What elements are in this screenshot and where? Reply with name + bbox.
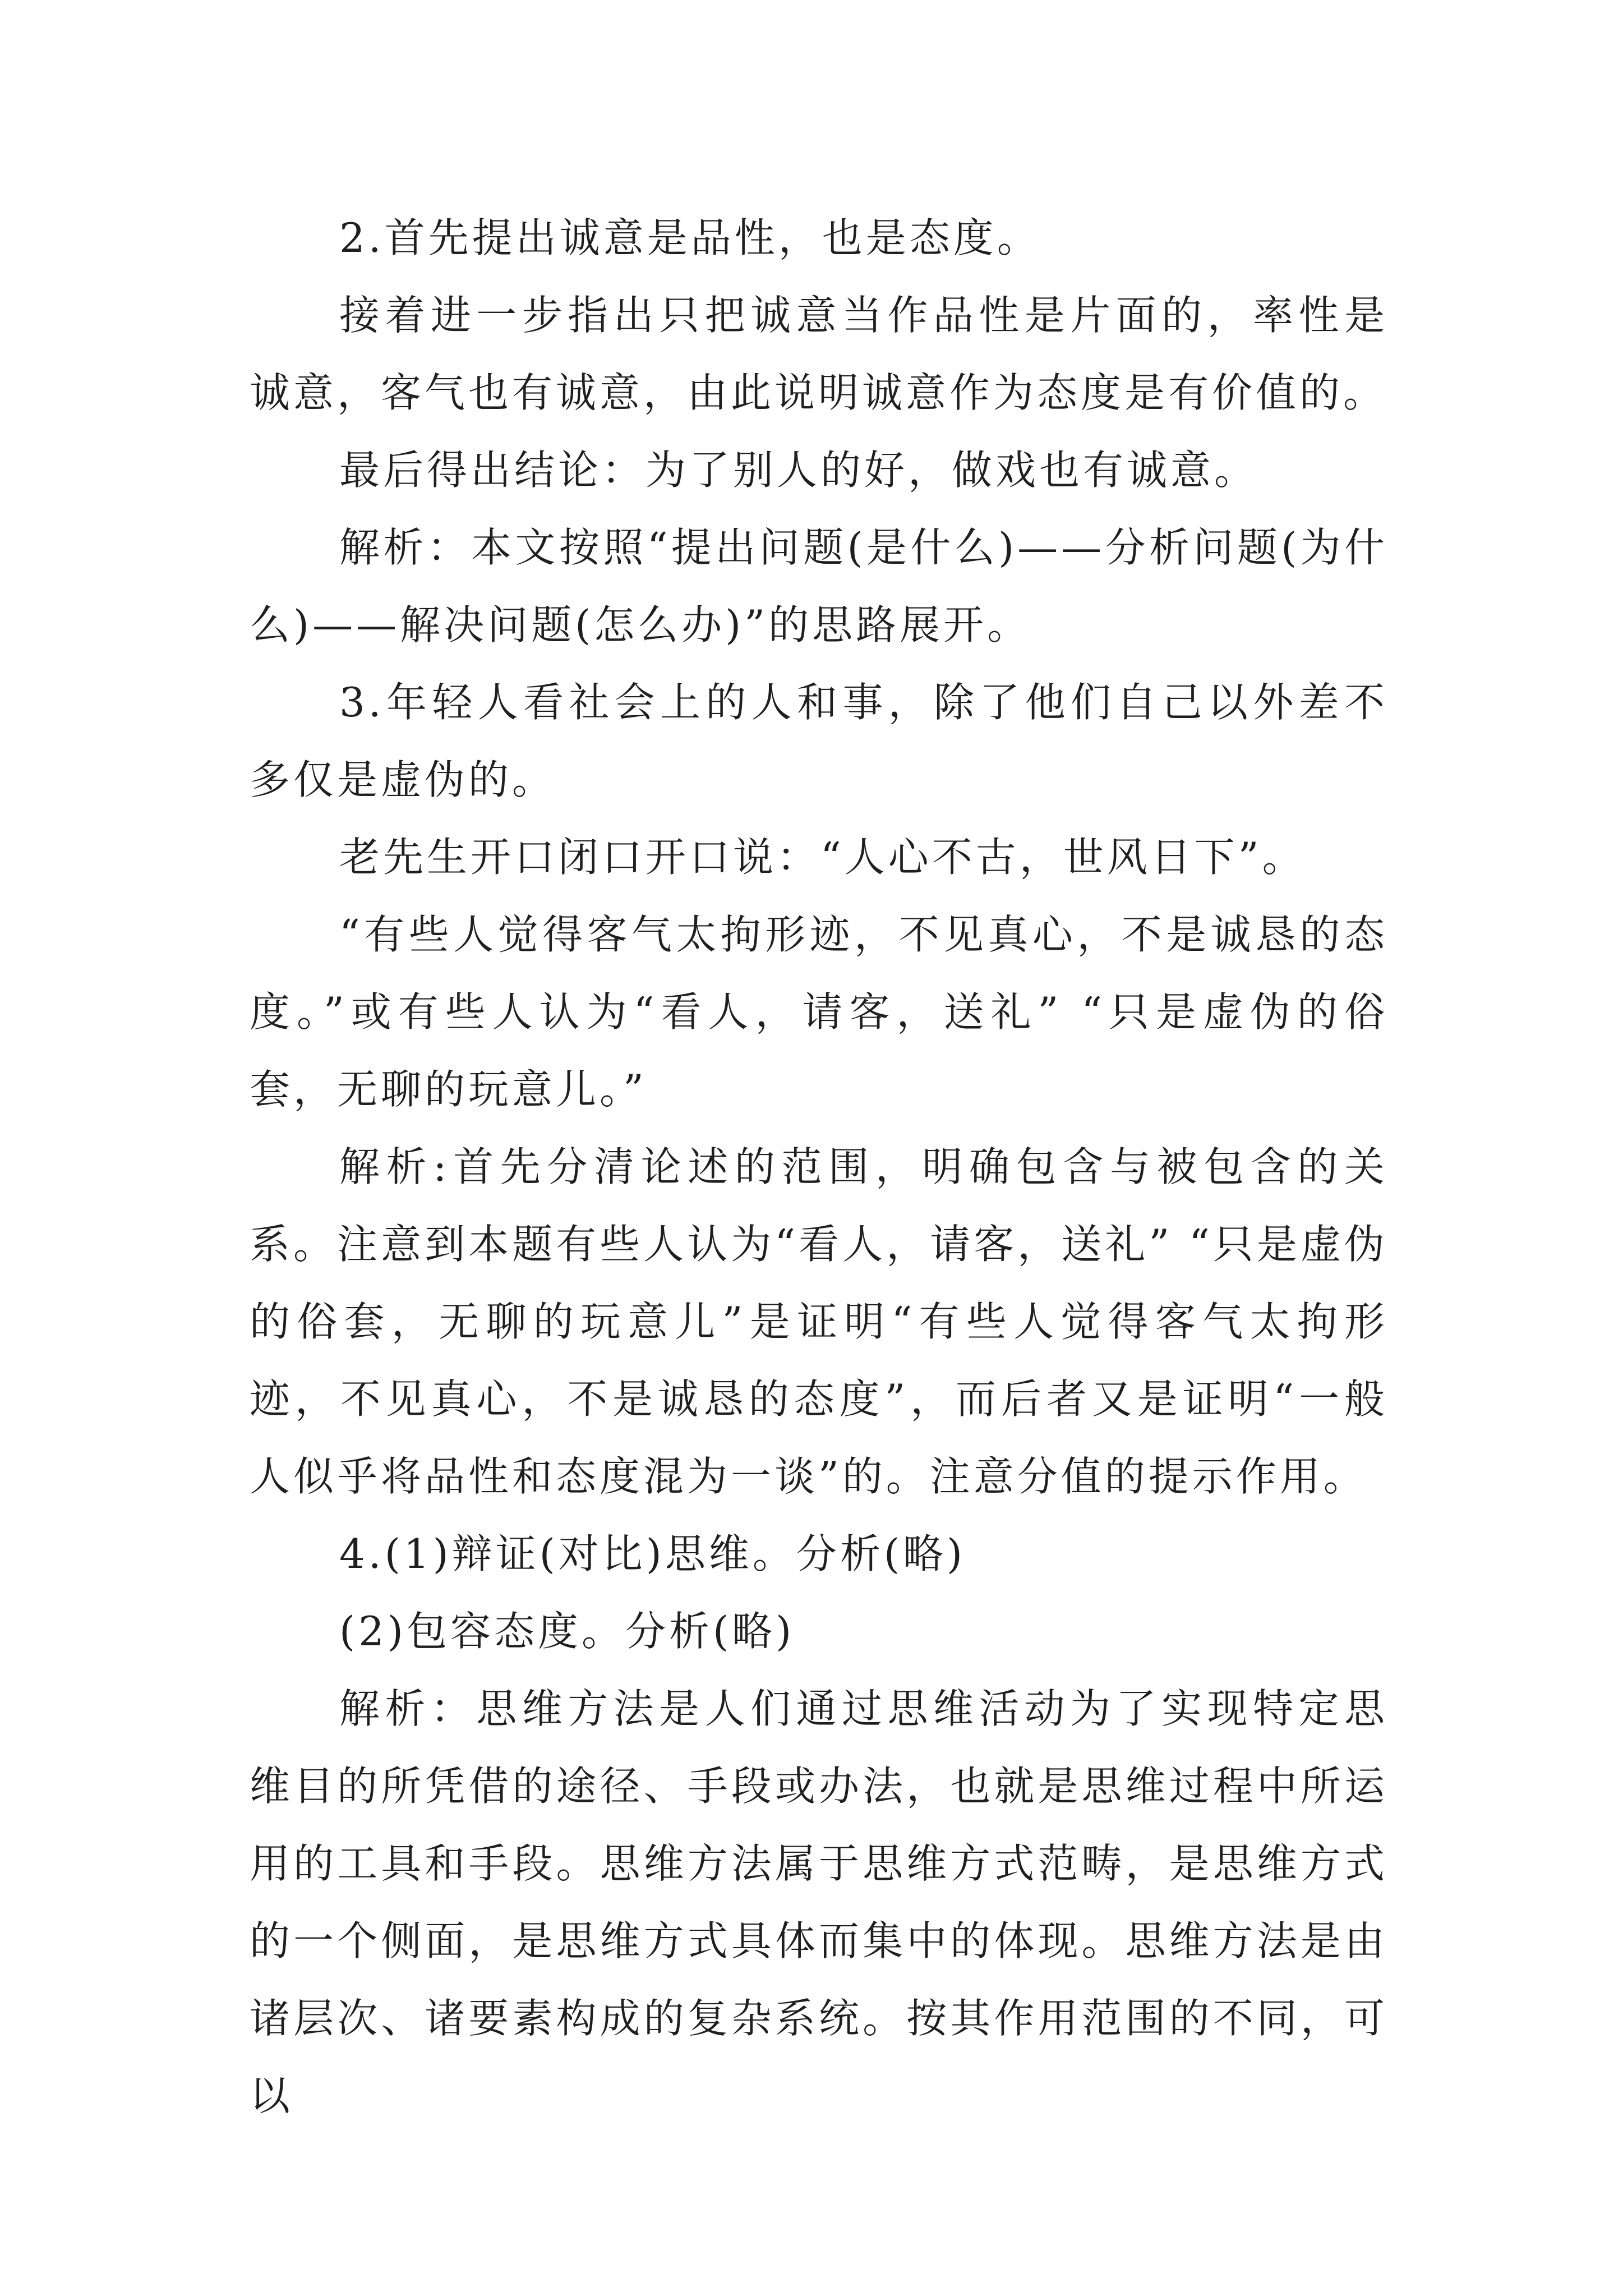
answer-4-part-1: 4.(1)辩证(对比)思维。分析(略) bbox=[339, 1530, 966, 1577]
answer-2-analysis: 解析：本文按照“提出问题(是什么)——分析问题(为什么)——解决问题(怎么办)”的思路展开。 bbox=[250, 524, 1388, 648]
answer-3-quote-some: “有些人觉得客气太拘形迹，不见真心，不是诚恳的态度。”或有些人认为“看人，请客，送礼” “只是虚伪的俗套，无聊的玩意儿。” bbox=[250, 911, 1388, 1113]
answer-3-quote-elder: 老先生开口闭口开口说：“人心不古，世风日下”。 bbox=[339, 834, 1306, 881]
answer-3-summary: 3.年轻人看社会上的人和事，除了他们自己以外差不多仅是虚伪的。 bbox=[250, 679, 1388, 803]
document-body bbox=[250, 199, 1388, 2134]
answer-2-conclusion: 最后得出结论：为了别人的好，做戏也有诚意。 bbox=[339, 447, 1258, 494]
answer-2-step-two: 接着进一步指出只把诚意当作品性是片面的，率性是诚意，客气也有诚意，由此说明诚意作为态度是有价值的。 bbox=[250, 292, 1388, 416]
answer-3-analysis: 解析:首先分清论述的范围，明确包含与被包含的关系。注意到本题有些人认为“看人，请客，送礼” “只是虚伪的俗套，无聊的玩意儿”是证明“有些人觉得客气太拘形迹，不见真心，不是诚恳的态度”，而后者又是证明“一般人似乎将品性和态度混为一谈”的。注意分值的提示作用。 bbox=[250, 1143, 1388, 1500]
answer-2-summary: 2.首先提出诚意是品性，也是态度。 bbox=[339, 214, 1041, 261]
answer-4-analysis: 解析：思维方法是人们通过思维活动为了实现特定思维目的所凭借的途径、手段或办法，也就是思维过程中所运用的工具和手段。思维方法属于思维方式范畴，是思维方式的一个侧面，是思维方式具体而集中的体现。思维方法是由诸层次、诸要素构成的复杂系统。按其作用范围的不同，可以 bbox=[250, 1685, 1388, 2119]
answer-4-part-2: (2)包容态度。分析(略) bbox=[339, 1608, 795, 1655]
